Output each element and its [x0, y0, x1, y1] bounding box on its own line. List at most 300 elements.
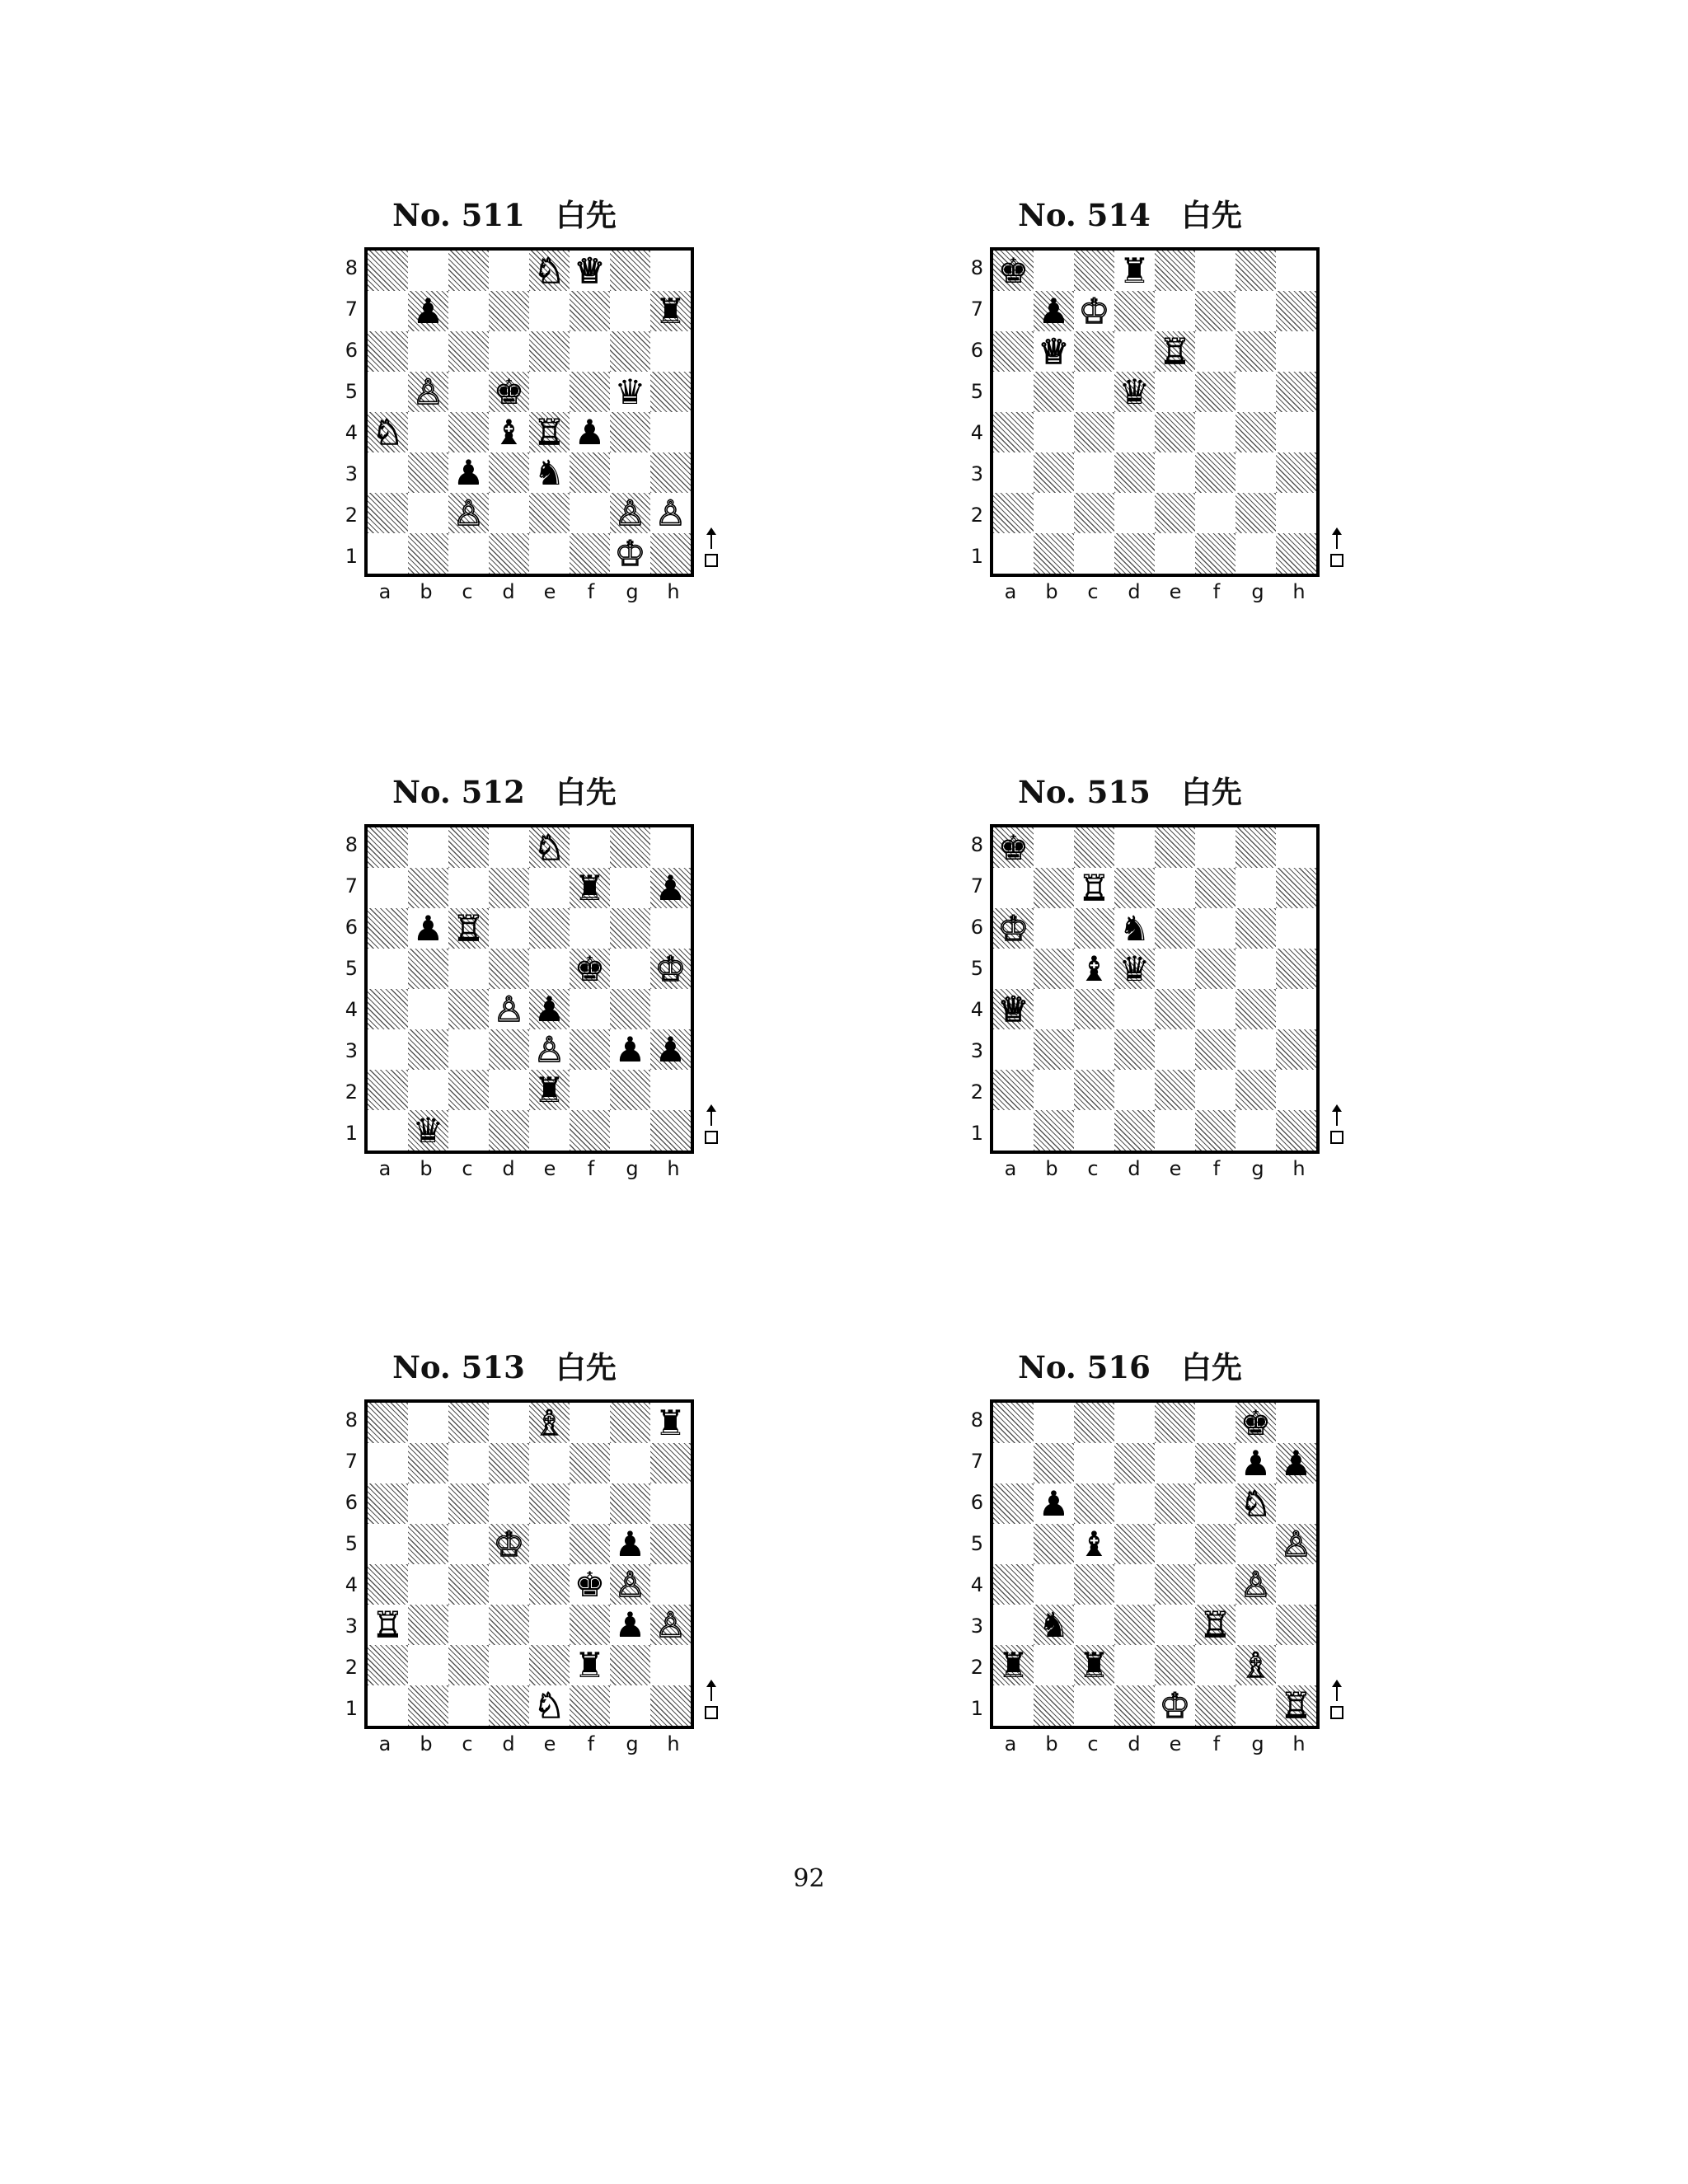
square-d3	[489, 1605, 529, 1645]
white-pawn-icon: ♙	[614, 492, 646, 533]
white-bishop-icon: ♗	[533, 1402, 565, 1443]
square-b8	[408, 251, 448, 291]
file-label: f	[1212, 1157, 1221, 1180]
square-b3	[1034, 452, 1074, 493]
square-h4	[1276, 989, 1316, 1029]
square-e6	[529, 1483, 570, 1524]
square-c3	[448, 1029, 489, 1070]
square-g1	[1236, 1685, 1276, 1726]
rank-label: 7	[970, 1450, 983, 1473]
square-a6	[993, 331, 1034, 372]
square-c1	[1074, 1110, 1114, 1151]
square-d3	[1114, 452, 1155, 493]
square-d4	[1114, 1564, 1155, 1605]
white-rook-icon: ♖	[1159, 330, 1191, 372]
square-a3	[993, 452, 1034, 493]
square-h5	[650, 1524, 691, 1564]
square-g7	[1236, 291, 1276, 331]
square-c2	[448, 1645, 489, 1685]
square-g8	[610, 1403, 650, 1443]
square-e8	[1155, 827, 1195, 868]
square-h2	[650, 493, 691, 533]
square-h2	[650, 1645, 691, 1685]
square-f5	[1195, 1524, 1236, 1564]
square-e4	[1155, 412, 1195, 452]
file-label: g	[626, 1732, 639, 1755]
square-g6	[610, 908, 650, 949]
square-e5	[529, 1524, 570, 1564]
square-c6	[1074, 331, 1114, 372]
white-pawn-icon: ♙	[654, 1604, 687, 1645]
square-a2	[368, 1070, 408, 1110]
square-h8	[1276, 251, 1316, 291]
square-h7	[1276, 1443, 1316, 1483]
rank-label: 5	[345, 1532, 358, 1555]
square-d7	[489, 868, 529, 908]
square-a7	[368, 291, 408, 331]
square-f3	[570, 1029, 610, 1070]
square-b7	[408, 868, 448, 908]
square-e4	[529, 989, 570, 1029]
black-pawn-icon: ♟	[574, 411, 606, 452]
file-label: c	[1087, 580, 1099, 603]
square-b3	[408, 452, 448, 493]
file-label: a	[1004, 1157, 1017, 1180]
square-b1	[408, 1685, 448, 1726]
white-bishop-icon: ♗	[1240, 1644, 1272, 1685]
file-label: a	[378, 1157, 392, 1180]
file-labels	[990, 580, 1320, 608]
black-king-icon: ♚	[1240, 1402, 1272, 1443]
square-g3	[1236, 1605, 1276, 1645]
square-c6	[448, 908, 489, 949]
rank-label: 4	[345, 998, 358, 1021]
black-knight-icon: ♞	[1038, 1604, 1070, 1645]
square-d6	[1114, 1483, 1155, 1524]
rank-label: 3	[970, 1039, 983, 1062]
square-c5	[448, 1524, 489, 1564]
black-pawn-icon: ♟	[1240, 1442, 1272, 1483]
square-d1	[1114, 1685, 1155, 1726]
white-king-icon: ♔	[997, 907, 1029, 949]
square-e7	[529, 868, 570, 908]
square-f8	[570, 1403, 610, 1443]
square-f3	[570, 452, 610, 493]
square-d1	[489, 533, 529, 574]
square-g8	[610, 251, 650, 291]
chess-board	[990, 1399, 1320, 1729]
square-f8	[570, 827, 610, 868]
square-g3	[610, 452, 650, 493]
square-f8	[1195, 827, 1236, 868]
file-label: e	[543, 580, 556, 603]
square-e3	[529, 452, 570, 493]
square-a2	[993, 1645, 1034, 1685]
square-a5	[368, 1524, 408, 1564]
square-g8	[1236, 827, 1276, 868]
white-queen-icon: ♕	[574, 250, 606, 291]
square-d2	[489, 1645, 529, 1685]
puzzle-title: No. 512 白先	[392, 774, 617, 810]
square-e2	[529, 1645, 570, 1685]
square-d5	[1114, 1524, 1155, 1564]
square-e5	[1155, 372, 1195, 412]
square-f3	[1195, 1029, 1236, 1070]
square-g6	[1236, 331, 1276, 372]
square-f2	[570, 493, 610, 533]
square-b1	[1034, 533, 1074, 574]
square-f4	[570, 412, 610, 452]
square-d7	[489, 291, 529, 331]
rank-label: 1	[970, 1122, 983, 1145]
square-a5	[993, 1524, 1034, 1564]
square-f4	[1195, 412, 1236, 452]
square-f2	[1195, 1070, 1236, 1110]
square-c3	[1074, 1029, 1114, 1070]
square-h1	[1276, 1110, 1316, 1151]
black-pawn-icon: ♟	[654, 1029, 687, 1070]
square-a8	[368, 827, 408, 868]
square-b8	[408, 1403, 448, 1443]
square-f1	[1195, 1110, 1236, 1151]
square-f3	[570, 1605, 610, 1645]
square-f7	[570, 868, 610, 908]
rank-labels	[331, 1399, 361, 1729]
rank-labels	[957, 1399, 987, 1729]
black-bishop-icon: ♝	[493, 411, 525, 452]
square-b8	[1034, 251, 1074, 291]
square-c3	[1074, 452, 1114, 493]
file-label: h	[1292, 1732, 1306, 1755]
file-label: d	[502, 580, 515, 603]
square-a1	[993, 1685, 1034, 1726]
rank-label: 2	[970, 1080, 983, 1104]
square-h3	[1276, 452, 1316, 493]
file-label: e	[1169, 1157, 1182, 1180]
white-pawn-icon: ♙	[533, 1029, 565, 1070]
square-a8	[368, 1403, 408, 1443]
square-g3	[1236, 1029, 1276, 1070]
square-b6	[408, 1483, 448, 1524]
square-c5	[1074, 1524, 1114, 1564]
square-g4	[610, 412, 650, 452]
square-b1	[408, 1110, 448, 1151]
square-a2	[993, 1070, 1034, 1110]
file-label: h	[1292, 1157, 1306, 1180]
white-king-icon: ♔	[614, 532, 646, 574]
square-e5	[529, 949, 570, 989]
file-label: e	[1169, 580, 1182, 603]
square-f7	[1195, 1443, 1236, 1483]
square-e2	[1155, 1070, 1195, 1110]
square-b4	[408, 412, 448, 452]
square-d6	[489, 1483, 529, 1524]
square-d2	[1114, 1645, 1155, 1685]
black-pawn-icon: ♟	[654, 867, 687, 908]
square-b5	[408, 372, 448, 412]
file-label: a	[378, 1732, 392, 1755]
square-c7	[448, 868, 489, 908]
square-c8	[448, 1403, 489, 1443]
file-label: d	[1128, 1732, 1141, 1755]
square-g6	[610, 1483, 650, 1524]
square-f6	[1195, 331, 1236, 372]
square-f7	[1195, 868, 1236, 908]
rank-label: 6	[970, 1491, 983, 1514]
square-h1	[650, 1110, 691, 1151]
black-pawn-icon: ♟	[412, 290, 444, 331]
square-a1	[993, 1110, 1034, 1151]
square-g7	[1236, 1443, 1276, 1483]
square-h3	[650, 1029, 691, 1070]
square-d5	[489, 949, 529, 989]
white-to-move-icon	[704, 1108, 719, 1151]
puzzle-516	[957, 1347, 1344, 1775]
rank-label: 3	[345, 1039, 358, 1062]
square-f7	[1195, 291, 1236, 331]
square-e1	[1155, 1685, 1195, 1726]
square-e4	[529, 412, 570, 452]
square-b5	[1034, 372, 1074, 412]
black-queen-icon: ♛	[1118, 371, 1151, 412]
rank-label: 1	[345, 1697, 358, 1720]
square-a8	[368, 251, 408, 291]
square-a6	[993, 908, 1034, 949]
rank-label: 4	[970, 421, 983, 444]
square-b3	[408, 1029, 448, 1070]
black-queen-icon: ♛	[614, 371, 646, 412]
square-g3	[1236, 452, 1276, 493]
square-a6	[368, 1483, 408, 1524]
square-d4	[1114, 412, 1155, 452]
square-a6	[993, 1483, 1034, 1524]
square-c8	[1074, 251, 1114, 291]
square-h7	[650, 291, 691, 331]
square-f1	[570, 1110, 610, 1151]
square-a7	[368, 1443, 408, 1483]
square-e7	[529, 1443, 570, 1483]
square-b4	[1034, 989, 1074, 1029]
square-g6	[610, 331, 650, 372]
rank-label: 8	[970, 833, 983, 856]
chess-board	[990, 824, 1320, 1154]
square-e4	[1155, 1564, 1195, 1605]
square-e8	[1155, 251, 1195, 291]
square-b2	[1034, 1645, 1074, 1685]
square-e7	[529, 291, 570, 331]
square-e1	[1155, 533, 1195, 574]
square-e4	[1155, 989, 1195, 1029]
white-queen-icon: ♕	[1038, 330, 1070, 372]
white-rook-icon: ♖	[533, 411, 565, 452]
square-a8	[993, 1403, 1034, 1443]
square-h6	[1276, 331, 1316, 372]
square-a4	[368, 412, 408, 452]
white-pawn-icon: ♙	[654, 492, 687, 533]
file-label: g	[626, 580, 639, 603]
square-g2	[610, 1645, 650, 1685]
square-a5	[368, 949, 408, 989]
square-e3	[1155, 452, 1195, 493]
square-a1	[368, 1110, 408, 1151]
file-label: c	[462, 1157, 473, 1180]
square-a7	[368, 868, 408, 908]
square-h7	[1276, 868, 1316, 908]
square-b2	[408, 1070, 448, 1110]
rank-label: 7	[970, 298, 983, 321]
square-e2	[1155, 493, 1195, 533]
square-c7	[1074, 291, 1114, 331]
square-e5	[1155, 1524, 1195, 1564]
black-pawn-icon: ♟	[533, 988, 565, 1029]
chess-board	[364, 1399, 694, 1729]
puzzle-511	[331, 194, 719, 623]
square-a5	[993, 372, 1034, 412]
square-c2	[1074, 493, 1114, 533]
square-e6	[529, 908, 570, 949]
white-knight-icon: ♘	[1240, 1483, 1272, 1524]
white-queen-icon: ♕	[997, 988, 1029, 1029]
square-d4	[489, 989, 529, 1029]
square-g1	[610, 1685, 650, 1726]
square-c2	[448, 1070, 489, 1110]
white-pawn-icon: ♙	[452, 492, 485, 533]
square-e3	[1155, 1605, 1195, 1645]
square-d7	[1114, 868, 1155, 908]
square-a8	[993, 251, 1034, 291]
square-g1	[1236, 1110, 1276, 1151]
rank-label: 5	[345, 380, 358, 403]
square-a3	[993, 1605, 1034, 1645]
square-e6	[529, 331, 570, 372]
file-label: h	[667, 580, 680, 603]
black-rook-icon: ♜	[574, 1644, 606, 1685]
puzzle-514	[957, 194, 1344, 623]
file-labels	[990, 1732, 1320, 1760]
square-d4	[489, 412, 529, 452]
square-b8	[1034, 1403, 1074, 1443]
square-b4	[408, 1564, 448, 1605]
square-a6	[368, 908, 408, 949]
square-a7	[993, 291, 1034, 331]
square-h1	[650, 533, 691, 574]
white-knight-icon: ♘	[533, 1685, 565, 1726]
rank-label: 8	[970, 1408, 983, 1432]
file-label: a	[1004, 580, 1017, 603]
rank-label: 7	[345, 874, 358, 898]
square-a8	[993, 827, 1034, 868]
square-c1	[448, 533, 489, 574]
white-to-move-icon	[1329, 531, 1344, 574]
file-label: c	[1087, 1157, 1099, 1180]
square-b4	[1034, 412, 1074, 452]
file-label: a	[1004, 1732, 1017, 1755]
white-knight-icon: ♘	[533, 827, 565, 868]
square-h4	[650, 1564, 691, 1605]
file-label: d	[1128, 580, 1141, 603]
square-e3	[529, 1605, 570, 1645]
file-labels	[364, 1732, 694, 1760]
file-label: h	[667, 1732, 680, 1755]
square-g8	[610, 827, 650, 868]
square-g5	[610, 1524, 650, 1564]
square-g3	[610, 1029, 650, 1070]
square-d4	[1114, 989, 1155, 1029]
file-label: f	[587, 580, 595, 603]
black-king-icon: ♚	[997, 827, 1029, 868]
square-a4	[993, 412, 1034, 452]
file-label: b	[420, 1157, 433, 1180]
white-king-icon: ♔	[1078, 290, 1110, 331]
square-e1	[529, 1685, 570, 1726]
square-c1	[1074, 1685, 1114, 1726]
square-b7	[1034, 1443, 1074, 1483]
file-label: f	[1212, 580, 1221, 603]
square-c5	[448, 372, 489, 412]
file-label: f	[1212, 1732, 1221, 1755]
square-b5	[1034, 1524, 1074, 1564]
rank-labels	[331, 247, 361, 577]
square-g5	[610, 949, 650, 989]
square-g7	[610, 291, 650, 331]
square-a4	[993, 989, 1034, 1029]
square-d8	[1114, 1403, 1155, 1443]
square-b5	[408, 949, 448, 989]
square-c1	[448, 1685, 489, 1726]
square-e8	[529, 827, 570, 868]
white-to-move-icon	[704, 531, 719, 574]
square-h5	[1276, 1524, 1316, 1564]
rank-labels	[957, 247, 987, 577]
file-label: c	[462, 1732, 473, 1755]
square-h3	[650, 1605, 691, 1645]
square-e8	[529, 251, 570, 291]
square-d5	[489, 1524, 529, 1564]
square-f6	[1195, 1483, 1236, 1524]
rank-label: 4	[970, 998, 983, 1021]
square-b1	[1034, 1685, 1074, 1726]
square-a2	[368, 1645, 408, 1685]
rank-label: 2	[345, 1080, 358, 1104]
square-d6	[1114, 331, 1155, 372]
square-b6	[1034, 908, 1074, 949]
square-c4	[448, 989, 489, 1029]
rank-label: 3	[970, 1615, 983, 1638]
square-g4	[1236, 989, 1276, 1029]
rank-label: 6	[970, 339, 983, 362]
square-c3	[448, 1605, 489, 1645]
square-h3	[650, 452, 691, 493]
square-c8	[448, 251, 489, 291]
black-pawn-icon: ♟	[614, 1523, 646, 1564]
square-d1	[489, 1110, 529, 1151]
square-h7	[650, 868, 691, 908]
white-rook-icon: ♖	[452, 907, 485, 949]
square-f5	[1195, 372, 1236, 412]
white-to-move-icon	[1329, 1108, 1344, 1151]
puzzle-title: No. 515 白先	[1018, 774, 1242, 810]
file-label: e	[543, 1732, 556, 1755]
square-e6	[1155, 331, 1195, 372]
square-f8	[1195, 1403, 1236, 1443]
square-e7	[1155, 868, 1195, 908]
black-knight-icon: ♞	[1118, 907, 1151, 949]
rank-label: 4	[345, 1573, 358, 1596]
chess-board	[990, 247, 1320, 577]
square-h5	[1276, 372, 1316, 412]
square-b1	[1034, 1110, 1074, 1151]
white-knight-icon: ♘	[372, 411, 404, 452]
